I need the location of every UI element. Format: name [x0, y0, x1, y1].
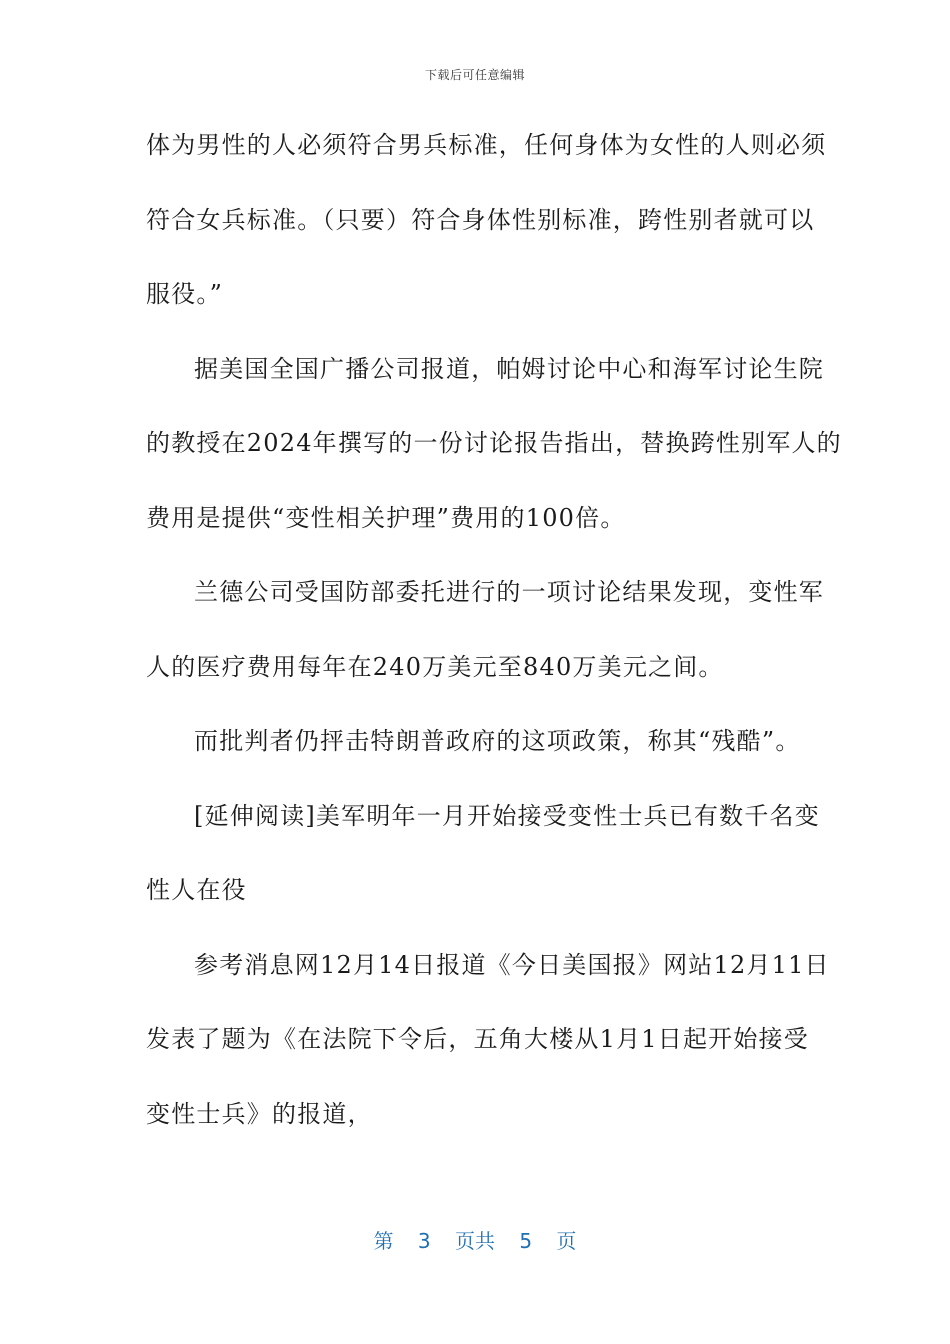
text-line: 费用是提供“变性相关护理”费用的100倍。	[146, 503, 626, 532]
text-line: 符合女兵标准。（只要）符合身体性别标准，跨性别者就可以	[146, 205, 815, 234]
text-line: 发表了题为《在法院下令后，五角大楼从1月1日起开始接受	[146, 1025, 809, 1053]
text-line: 体为男性的人必须符合男兵标准，任何身体为女性的人则必须	[146, 131, 827, 159]
paragraph-start-line: 而批判者仍抨击特朗普政府的这项政策，称其“残酷”。	[194, 727, 801, 755]
page-header: 下载后可任意编辑	[424, 68, 525, 82]
text-line: 服役。”	[146, 280, 224, 308]
text-line: 变性士兵》的报道，	[146, 1099, 373, 1128]
text-line: 的教授在2024年撰写的一份讨论报告指出，替换跨性别军人的	[146, 429, 842, 457]
text-line: 人的医疗费用每年在240万美元至840万美元之间。	[146, 652, 724, 681]
paragraph-start-line: 据美国全国广播公司报道，帕姆讨论中心和海军讨论生院	[194, 354, 824, 383]
page-number-footer: 第 3 页共 5 页	[373, 1229, 577, 1253]
paragraph-start-line: 参考消息网12月14日报道《今日美国报》网站12月11日	[194, 950, 830, 979]
paragraph-start-line: [延伸阅读]美军明年一月开始接受变性士兵已有数千名变	[194, 801, 820, 830]
document-body	[146, 125, 842, 1168]
paragraph-start-line: 兰德公司受国防部委托进行的一项讨论结果发现，变性军	[194, 578, 824, 606]
text-line: 性人在役	[146, 876, 247, 904]
